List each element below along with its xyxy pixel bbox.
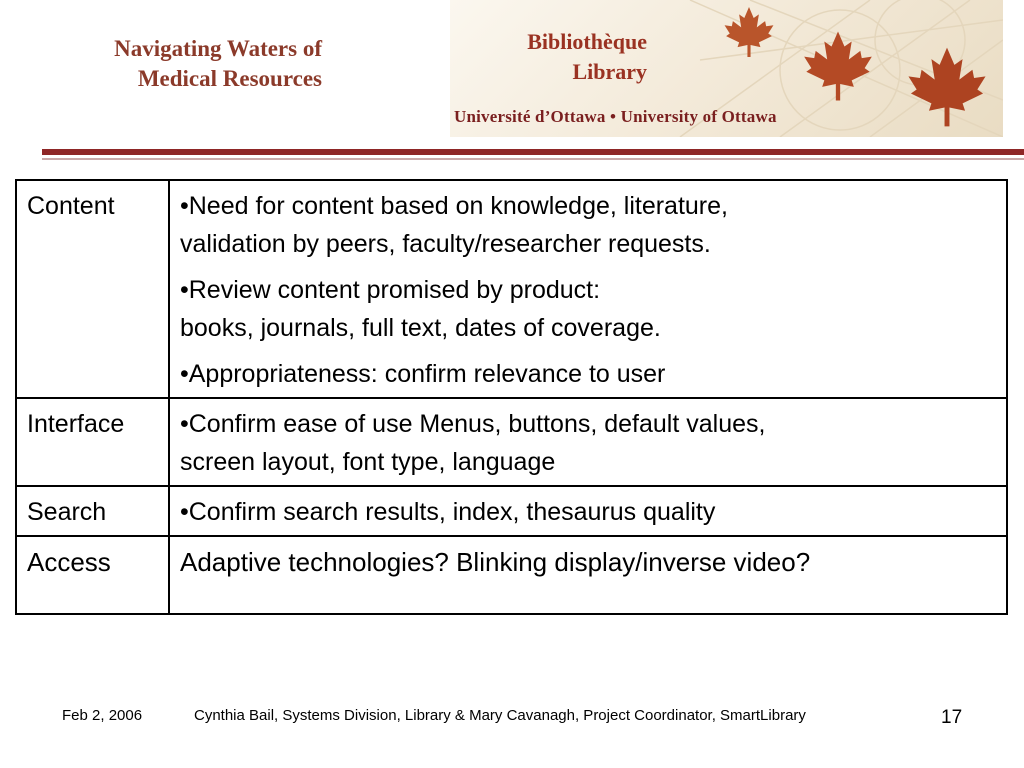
list-item-line: screen layout, font type, language — [180, 448, 556, 476]
list-item-line: validation by peers, faculty/researcher requests. — [180, 230, 711, 258]
list-item — [180, 187, 996, 263]
row-label: Access — [16, 536, 169, 614]
presentation-title — [40, 34, 322, 94]
table-row — [16, 536, 1007, 614]
list-item — [180, 493, 996, 531]
list-item — [180, 271, 996, 347]
table-row — [16, 180, 1007, 398]
row-label: Content — [16, 180, 169, 398]
list-item — [180, 405, 996, 481]
university-library-banner — [450, 0, 1003, 137]
maple-leaf-icon — [798, 30, 878, 102]
title-line-2: Medical Resources — [137, 66, 322, 91]
header-divider — [42, 149, 1024, 155]
library-name-fr: Bibliothèque — [527, 29, 647, 54]
library-name-en: Library — [572, 59, 647, 84]
list-item-line: •Confirm ease of use Menus, buttons, default values, — [180, 410, 766, 438]
row-content — [169, 180, 1007, 398]
library-name — [450, 27, 647, 87]
row-label: Interface — [16, 398, 169, 486]
footer-credits: Cynthia Bail, Systems Division, Library & Mary Cavanagh, Project Coordinator, SmartLibrary — [194, 707, 806, 724]
evaluation-criteria-table — [15, 179, 1008, 615]
row-content — [169, 486, 1007, 536]
university-name: Université d’Ottawa • University of Ottawa — [454, 107, 777, 126]
footer-date: Feb 2, 2006 — [62, 707, 143, 724]
title-line-1: Navigating Waters of — [114, 36, 322, 61]
row-label: Search — [16, 486, 169, 536]
maple-leaf-icon — [718, 6, 780, 58]
maple-leaf-icon — [902, 46, 992, 128]
list-item-line: •Review content promised by product: — [180, 276, 601, 304]
table-row — [16, 486, 1007, 536]
list-item-line: •Need for content based on knowledge, literature, — [180, 192, 728, 220]
row-content — [169, 536, 1007, 614]
list-item-line: Adaptive technologies? Blinking display/inverse video? — [180, 547, 811, 577]
list-item-line: books, journals, full text, dates of coverage. — [180, 314, 661, 342]
row-content — [169, 398, 1007, 486]
table-row — [16, 398, 1007, 486]
page-number: 17 — [941, 707, 963, 728]
header-divider-thin — [42, 158, 1024, 160]
list-item-line: •Appropriateness: confirm relevance to user — [180, 360, 666, 388]
list-item — [180, 355, 996, 393]
list-item — [180, 543, 996, 581]
list-item-line: •Confirm search results, index, thesaurus quality — [180, 498, 716, 526]
